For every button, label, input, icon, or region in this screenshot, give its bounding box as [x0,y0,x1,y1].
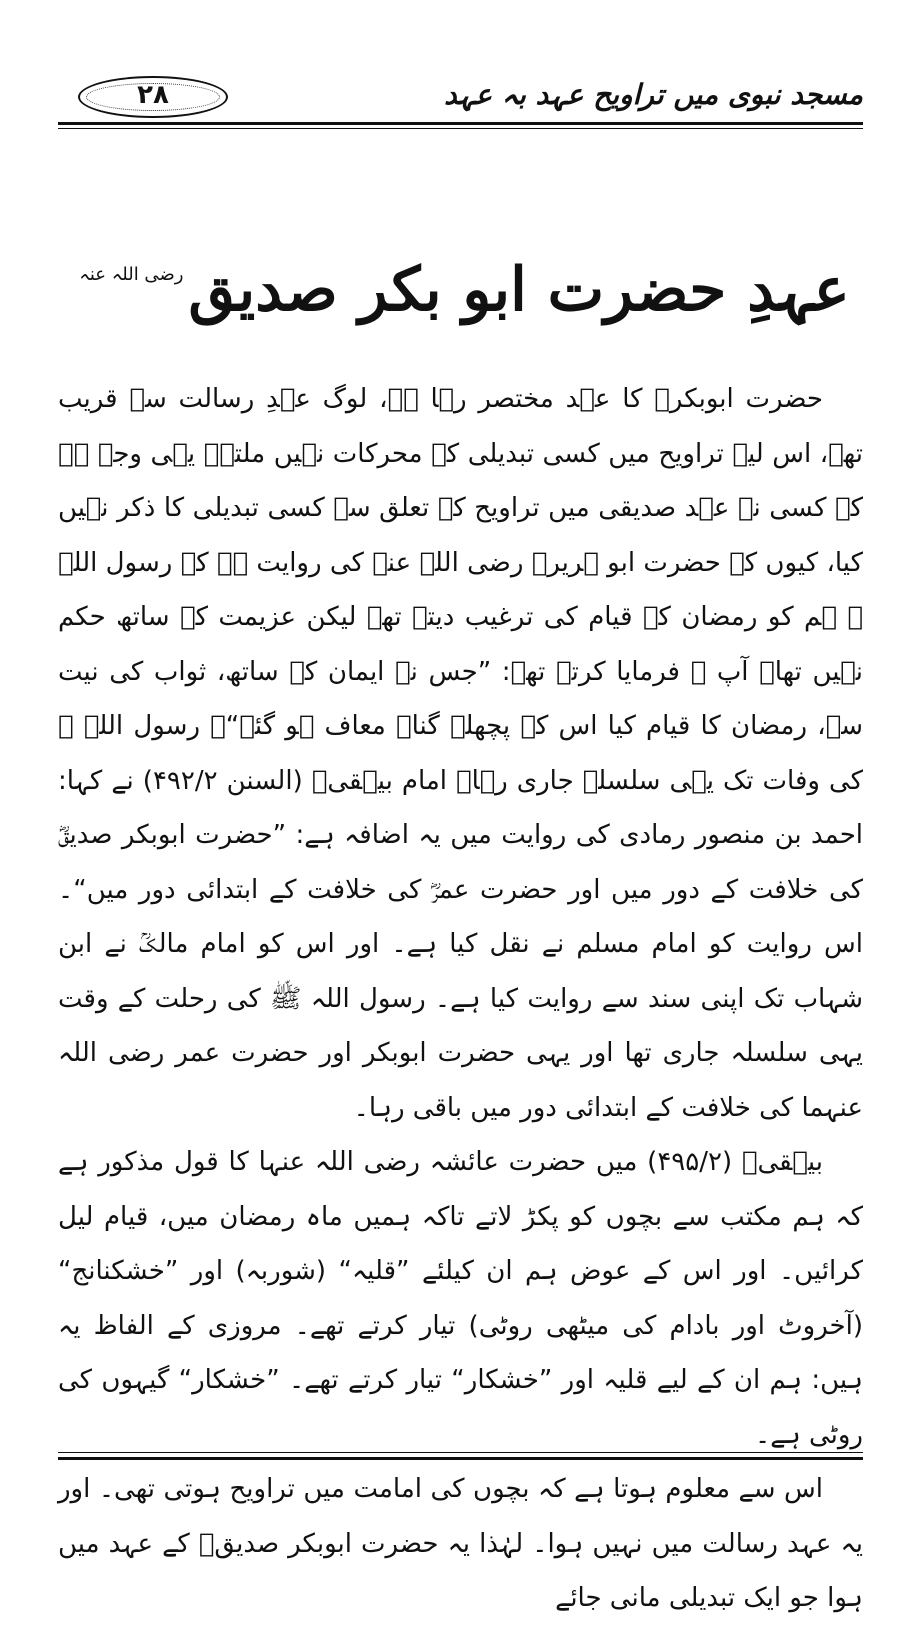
chapter-honorific: رضی اللہ عنہ [79,264,184,285]
chapter-title: عہدِ حضرت ابو بکر صدیق [188,255,850,325]
header-rule-thin [58,128,863,129]
page-number: ۲۸ [137,80,169,110]
page-number-badge [78,76,228,118]
paragraph: اس سے معلوم ہوتا ہے کہ بچوں کی امامت میں تراویح ہوتی تھی۔ اور یہ عہد رسالت میں نہیں ہوا۔ لہٰذا یہ حضرت ابوبکر صدیقؓ کے عہد میں ہوا جو ایک تبدیلی مانی جائے [58,1474,863,1613]
paragraph: بیہقیؒ (۴۹۵/۲) میں حضرت عائشہ رضی اللہ عنہا کا قول مذکور ہے کہ ہم مکتب سے بچوں کو پکڑ لاتے تاکہ ہمیں ماہ رمضان میں، قیام لیل کرائیں۔ اور اس کے عوض ہم ان کیلئے ”قلیہ“ (شوربہ) اور ”خشکنانج“ (آخروٹ اور بادام کی میٹھی روٹی) تیار کرتے تھے۔ مروزی کے الفاظ یہ ہیں: ہم ان کے لیے قلیہ اور ”خشکار“ تیار کرتے تھے۔ ”خشکار“ گیہوں کی روٹی ہے۔ [58,1147,863,1450]
paragraph: حضرت ابوبکرؓ کا عہد مختصر رہا ہے، لوگ عہدِ رسالت سے قریب تھے، اس لیے تراویح میں کسی تبدیلی کے محرکات نہیں ملتے۔ یہی وجہ ہے کہ کسی نے عہد صدیقی میں تراویح کے تعلق سے کسی تبدیلی کا ذکر نہیں کیا، کیوں کہ حضرت ابو ہریرہ رضی اللہ عنہ کی روایت ہے کہ رسول اللہ ﷺ ہم کو رمضان کے قیام کی ترغیب دیتے تھے لیکن عزیمت کے ساتھ حکم نہیں تھا۔ آپ ﷺ فرمایا کرتے تھے: ”جس نے ایمان کے ساتھ، ثواب کی نیت سے، رمضان کا قیام کیا اس کے پچھلے گناہ معاف ہو گئے“۔ رسول اللہ ﷺ کی وفات تک یہی سلسلہ جاری رہا۔ امام بیہقیؒ (السنن ۴۹۲/۲) نے کہا: احمد بن منصور رمادی کی روایت میں یہ اضافہ ہے: ”حضرت ابوبکر صدیقؓ کی خلافت کے دور میں اور حضرت عمرؓ کی خلافت کے ابتدائی دور میں“۔ اس روایت کو امام مسلم نے نقل کیا ہے۔ اور اس کو امام مالکؒ نے ابن شہاب تک اپنی سند سے روایت کیا ہے۔ رسول اللہ ﷺ کی رحلت کے وقت یہی سلسلہ جاری تھا اور یہی حضرت ابوبکر اور حضرت عمر رضی اللہ عنہما کی خلافت کے ابتدائی دور میں باقی رہا۔ [58,384,863,1123]
chapter-heading [58,250,863,340]
running-title: مسجد نبوی میں تراویح عہد بہ عہد [444,78,863,111]
footer-rule-thick [58,1457,863,1460]
header-rule-thick [58,122,863,125]
body-text [58,372,863,1626]
footer-rule-thin [58,1452,863,1453]
page-header [58,72,863,120]
